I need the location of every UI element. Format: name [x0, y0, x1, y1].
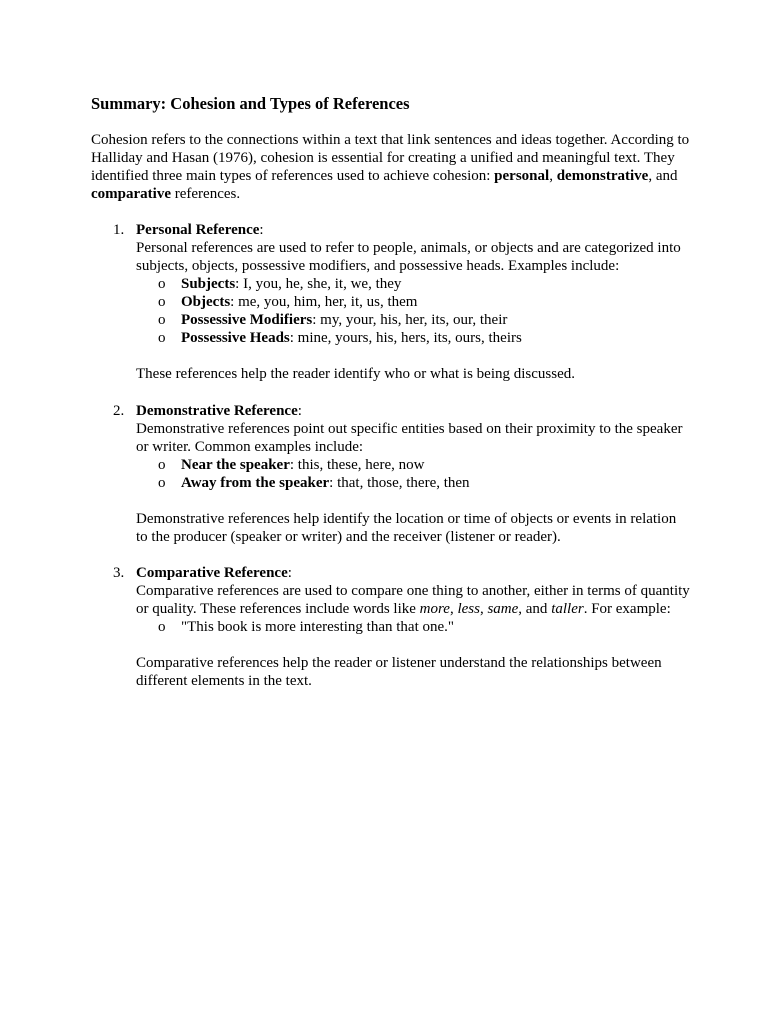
item-text: : that, those, there, then [329, 475, 470, 491]
bullet-icon: o [158, 457, 166, 473]
list-item [91, 293, 691, 311]
example-word: taller [551, 601, 584, 617]
section-summary: These references help the reader identify who or what is being discussed. [136, 366, 576, 382]
intro-text: Cohesion refers to the connections within a text that link sentences and ideas together. According to Halliday and Hasan (1976), cohesion is essential for creating a unified and meaningful text. They identified three main types of references used to achieve cohesion: [91, 132, 690, 184]
bullet-icon: o [158, 312, 166, 328]
section-description: Demonstrative references point out specific entities based on their proximity to the speaker or writer. Common examples include: [136, 421, 683, 455]
section-description: Personal references are used to refer to people, animals, or objects and are categorized into subjects, objects, possessive modifiers, and possessive heads. Examples include: [136, 240, 681, 274]
list-item [91, 311, 691, 329]
item-text: : I, you, he, she, it, we, they [235, 276, 402, 292]
section-comparative-reference [91, 564, 691, 690]
item-label: Objects [181, 294, 231, 310]
section-summary: Comparative references help the reader or listener understand the relationships between different elements in the text. [136, 655, 662, 689]
heading-colon: : [259, 222, 264, 238]
example-list [91, 456, 691, 492]
section-description [136, 582, 691, 618]
list-item [91, 618, 691, 636]
list-item [91, 456, 691, 474]
section-heading [91, 221, 691, 239]
heading-text: Comparative Reference [136, 565, 288, 581]
word-separator: , and [518, 601, 552, 617]
list-number: 3. [113, 565, 125, 581]
intro-separator: , [549, 168, 557, 184]
bullet-icon: o [158, 330, 166, 346]
intro-paragraph [91, 131, 691, 203]
intro-text-end: references. [170, 186, 241, 202]
example-list [91, 618, 691, 636]
item-text: : this, these, here, now [289, 457, 425, 473]
heading-colon: : [287, 565, 292, 581]
item-text: "This book is more interesting than that one." [181, 619, 455, 635]
description-text-end: . For example: [583, 601, 671, 617]
heading-text: Demonstrative Reference [136, 403, 298, 419]
section-personal-reference [91, 221, 691, 383]
bullet-icon: o [158, 276, 166, 292]
list-number: 2. [113, 403, 125, 419]
example-word: more [419, 601, 450, 617]
item-label: Possessive Heads [181, 330, 290, 346]
item-text: : my, your, his, her, its, our, their [312, 312, 508, 328]
example-list [91, 275, 691, 347]
item-label: Away from the speaker [181, 475, 330, 491]
list-item [91, 474, 691, 492]
list-item [91, 329, 691, 347]
item-label: Possessive Modifiers [181, 312, 313, 328]
section-heading [91, 402, 691, 420]
heading-text: Personal Reference [136, 222, 260, 238]
item-label: Near the speaker [181, 457, 290, 473]
word-separator: , [449, 601, 458, 617]
bullet-icon: o [158, 294, 166, 310]
term-comparative: comparative [91, 186, 171, 202]
item-text: : me, you, him, her, it, us, them [230, 294, 418, 310]
term-demonstrative: demonstrative [556, 168, 649, 184]
item-text: : mine, yours, his, hers, its, ours, theirs [289, 330, 522, 346]
bullet-icon: o [158, 619, 166, 635]
description-text: Comparative references are used to compare one thing to another, either in terms of quantity or quality. These references include words like [136, 583, 690, 617]
bullet-icon: o [158, 475, 166, 491]
example-word: same [487, 601, 519, 617]
word-separator: , [479, 601, 488, 617]
list-item [91, 275, 691, 293]
section-heading [91, 564, 691, 582]
list-number: 1. [113, 222, 125, 238]
section-demonstrative-reference [91, 402, 691, 546]
document-title: Summary: Cohesion and Types of References [91, 94, 410, 113]
example-word: less [457, 601, 480, 617]
term-personal: personal [494, 168, 550, 184]
heading-colon: : [297, 403, 302, 419]
section-summary: Demonstrative references help identify the location or time of objects or events in relation to the producer (speaker or writer) and the receiver (listener or reader). [136, 511, 677, 545]
intro-separator: , and [648, 168, 678, 184]
item-label: Subjects [181, 276, 236, 292]
